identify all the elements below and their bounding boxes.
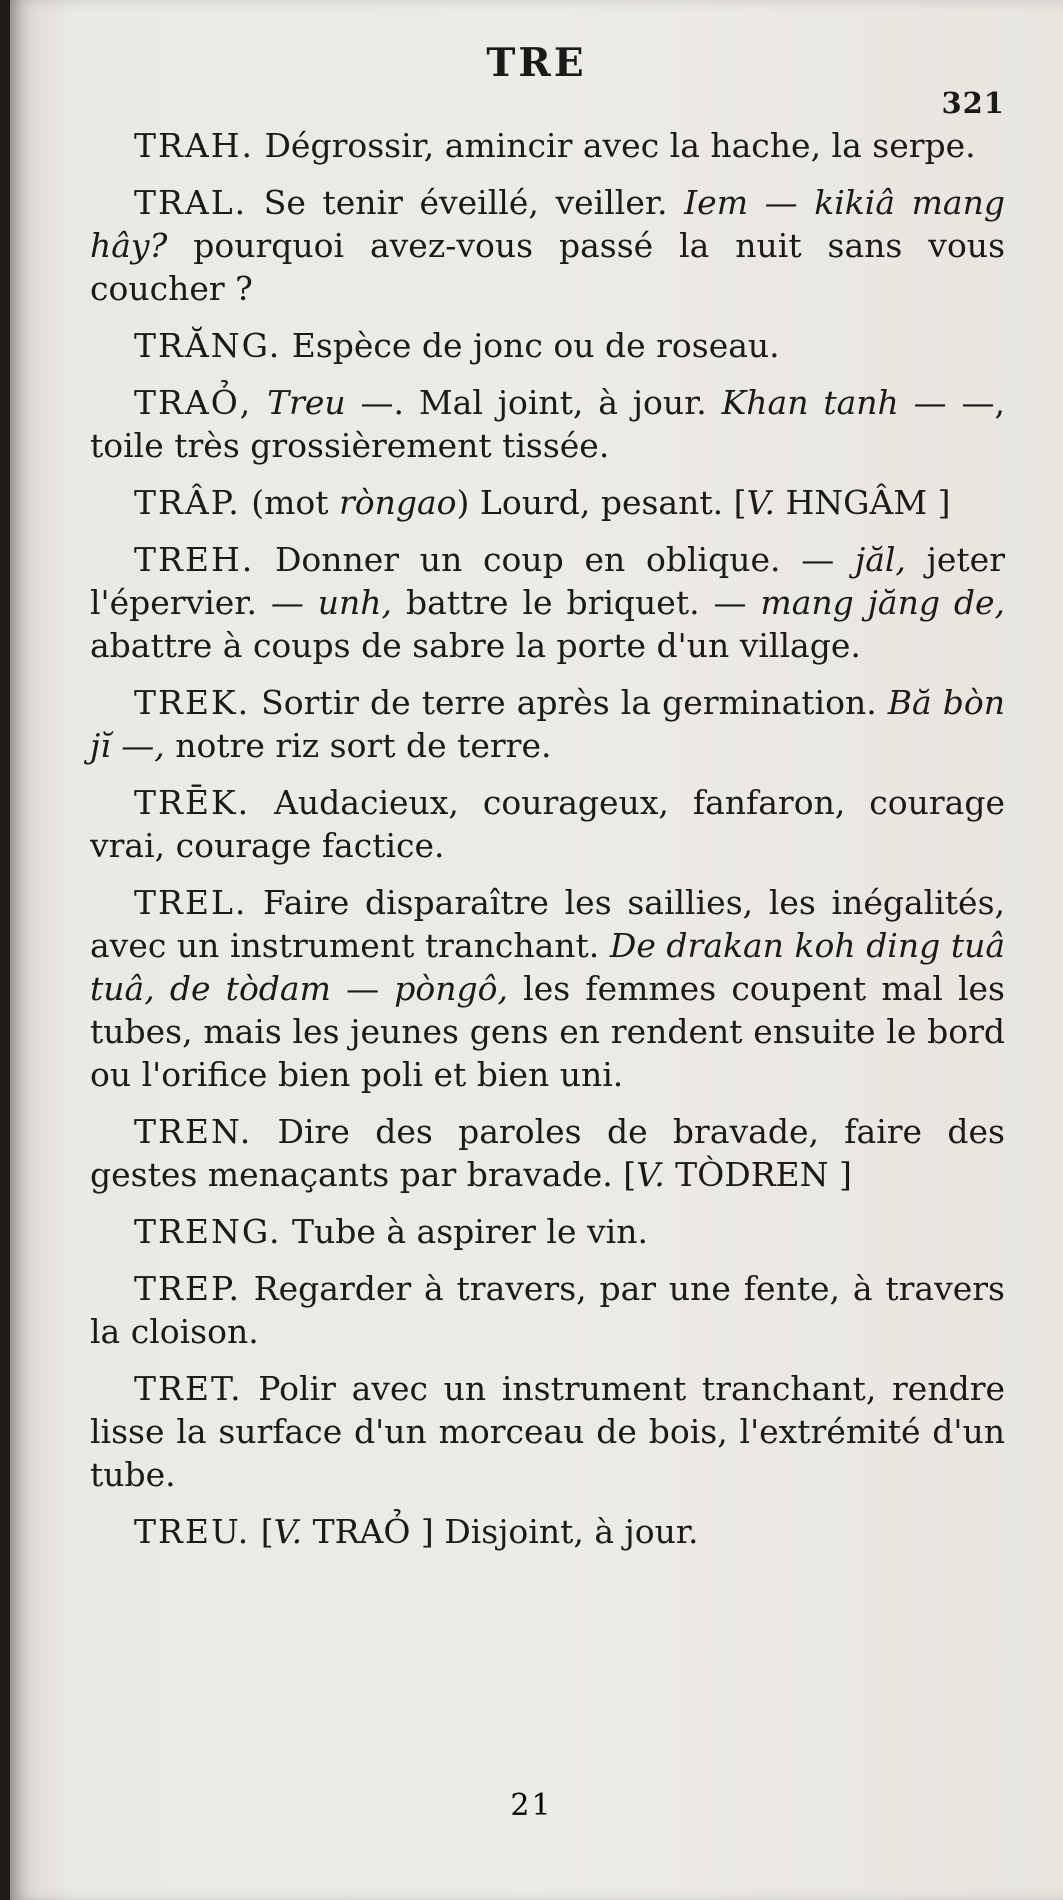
entry-definition: notre riz sort de terre. bbox=[164, 726, 552, 765]
entry-example: V. bbox=[636, 1155, 665, 1194]
dictionary-entry bbox=[90, 381, 1005, 467]
entry-definition: abattre à coups de sabre la porte d'un village. bbox=[90, 626, 861, 665]
entry-definition: Faire disparaître les saillies, les inégalités, avec un instrument tranchant. bbox=[90, 883, 1005, 965]
entry-definition: TÒDREN ] bbox=[664, 1155, 852, 1194]
entry-definition: Tube à aspirer le vin. bbox=[281, 1212, 648, 1251]
entry-headword: TRÂP. bbox=[134, 483, 241, 522]
entry-definition: —. Mal joint, à jour. bbox=[345, 383, 722, 422]
entry-definition: jeter l'épervier. — bbox=[90, 540, 1005, 622]
entry-headword: TRAL. bbox=[134, 183, 248, 222]
dictionary-entry bbox=[90, 1110, 1005, 1196]
entry-headword: TRAH. bbox=[134, 126, 254, 165]
entry-definition: Dire des paroles de bravade, faire des gestes menaçants par bravade. [ bbox=[90, 1112, 1005, 1194]
entry-headword: TRĂNG. bbox=[134, 326, 282, 365]
dictionary-entry bbox=[90, 181, 1005, 310]
entry-definition: (mot bbox=[240, 483, 339, 522]
entry-example: Treu bbox=[267, 383, 346, 422]
entry-headword: TRET. bbox=[134, 1369, 243, 1408]
running-head: TRE bbox=[486, 40, 587, 86]
dictionary-entry bbox=[90, 881, 1005, 1096]
entry-example: De drakan koh ding tuâ tuâ, de tòdam — pòngô, bbox=[90, 926, 1006, 1008]
entry-headword: TREP. bbox=[134, 1269, 241, 1308]
entry-definition: Espèce de jonc ou de roseau. bbox=[281, 326, 780, 365]
entry-definition: Audacieux, courageux, fanfaron, courage vrai, courage factice. bbox=[90, 783, 1005, 865]
entry-headword: TREL. bbox=[134, 883, 248, 922]
entry-example: Khan tanh bbox=[721, 383, 899, 422]
entry-example: jăl, bbox=[854, 540, 906, 579]
entry-definition: ) Lourd, pesant. [ bbox=[456, 483, 747, 522]
dictionary-entry bbox=[90, 1267, 1005, 1353]
entry-definition bbox=[252, 383, 267, 422]
entry-definition: HNGÂM ] bbox=[775, 483, 951, 522]
entry-definition: [ bbox=[250, 1512, 274, 1551]
entry-definition: pourquoi avez-vous passé la nuit sans vous coucher ? bbox=[90, 226, 1005, 308]
entry-headword: TREK. bbox=[134, 683, 251, 722]
entry-example: unh, bbox=[317, 583, 393, 622]
entry-example: V. bbox=[273, 1512, 303, 1551]
dictionary-entry bbox=[90, 1367, 1005, 1496]
entry-headword: TREN. bbox=[134, 1112, 253, 1151]
dictionary-entry bbox=[90, 324, 1005, 367]
entry-example: V. bbox=[746, 483, 776, 522]
entry-example: Bă bòn jĭ —, bbox=[90, 683, 1005, 765]
entry-headword: TRENG. bbox=[134, 1212, 282, 1251]
entry-definition: Se tenir éveillé, veiller. bbox=[247, 183, 685, 222]
dictionary-entry bbox=[90, 781, 1005, 867]
dictionary-entry bbox=[90, 481, 1005, 524]
entry-headword: TRAỎ, bbox=[134, 383, 253, 422]
entry-example: ròngao bbox=[338, 483, 457, 522]
dictionary-entries bbox=[90, 124, 1005, 1567]
entry-example: mang jăng de, bbox=[760, 583, 1005, 622]
entry-definition: Regarder à travers, par une fente, à travers la cloison. bbox=[90, 1269, 1005, 1351]
entry-definition: Sortir de terre après la germination. bbox=[250, 683, 888, 722]
dictionary-entry bbox=[90, 1510, 1005, 1553]
dictionary-entry bbox=[90, 124, 1005, 167]
entry-example: Iem — kikiâ mang hây? bbox=[90, 183, 1005, 265]
dictionary-entry bbox=[90, 538, 1005, 667]
entry-definition: Polir avec un instrument tranchant, rendre lisse la surface d'un morceau de bois, l'extrémité d'un tube. bbox=[90, 1369, 1005, 1494]
dictionary-entry bbox=[90, 681, 1005, 767]
signature-number: 21 bbox=[510, 1788, 553, 1823]
entry-definition: les femmes coupent mal les tubes, mais les jeunes gens en rendent ensuite le bord ou l'orifice bien poli et bien uni. bbox=[90, 969, 1005, 1094]
page-number: 321 bbox=[941, 86, 1005, 120]
book-page bbox=[10, 0, 1063, 1900]
entry-headword: TREH. bbox=[134, 540, 255, 579]
entry-definition: — —, toile très grossièrement tissée. bbox=[90, 383, 1005, 465]
entry-headword: TRĒK. bbox=[134, 783, 251, 822]
entry-definition: TRAỎ ] Disjoint, à jour. bbox=[302, 1512, 699, 1551]
dictionary-entry bbox=[90, 1210, 1005, 1253]
entry-definition: Dégrossir, amincir avec la hache, la serpe. bbox=[253, 126, 976, 165]
entry-definition: Donner un coup en oblique. — bbox=[254, 540, 855, 579]
entry-headword: TREU. bbox=[134, 1512, 251, 1551]
entry-definition: battre le briquet. — bbox=[392, 583, 761, 622]
